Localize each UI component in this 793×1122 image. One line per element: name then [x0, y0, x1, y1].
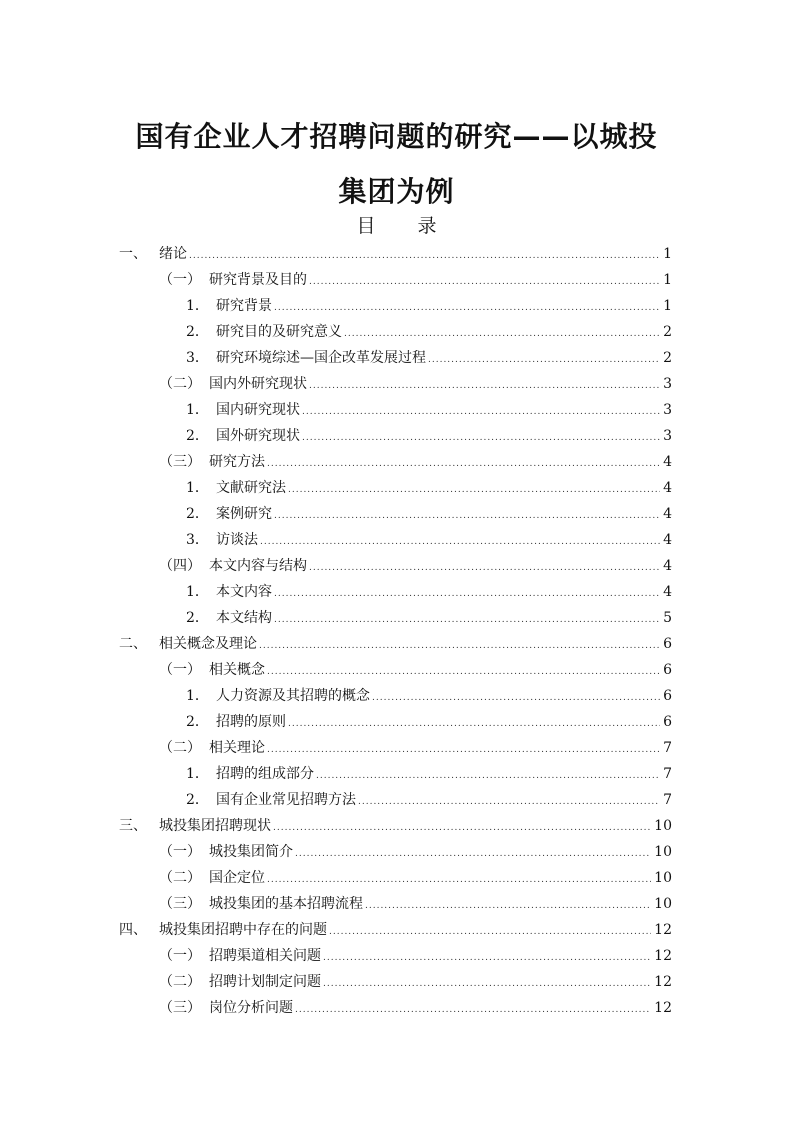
- toc-entry-title: 城投集团简介: [209, 844, 293, 860]
- toc-entry-title: 国有企业常见招聘方法: [216, 792, 356, 808]
- toc-dot-leader: [365, 891, 651, 917]
- toc-page-number: 4: [663, 454, 672, 470]
- toc-entry[interactable]: [0, 527, 793, 553]
- toc-entry-title: 招聘计划制定问题: [209, 974, 321, 990]
- toc-entry-number: 1．: [186, 766, 209, 782]
- toc-entry-title: 相关理论: [209, 740, 265, 756]
- toc-entry-title: 访谈法: [216, 532, 258, 548]
- toc-entry[interactable]: [0, 579, 793, 605]
- toc-entry-title: 案例研究: [216, 506, 272, 522]
- toc-entry[interactable]: [0, 267, 793, 293]
- toc-entry-number: 二、: [119, 636, 147, 652]
- toc-dot-leader: [302, 397, 660, 423]
- toc-entry-number: 一、: [119, 246, 147, 262]
- toc-page-number: 10: [654, 870, 672, 886]
- toc-entry-title: 相关概念: [209, 662, 265, 678]
- toc-entry-number: 1．: [186, 688, 209, 704]
- document-title-line-1: 国有企业人才招聘问题的研究——以城投: [135, 119, 658, 153]
- toc-dot-leader: [274, 293, 660, 319]
- toc-page-number: 1: [663, 246, 672, 262]
- toc-entry-number: （一）: [159, 662, 201, 678]
- toc-entry[interactable]: [0, 943, 793, 969]
- toc-entry-number: 2．: [186, 428, 209, 444]
- toc-entry-title: 文献研究法: [216, 480, 286, 496]
- toc-entry-title: 绪论: [159, 246, 187, 262]
- toc-page-number: 7: [663, 792, 672, 808]
- toc-page-number: 6: [663, 636, 672, 652]
- toc-entry[interactable]: [0, 917, 793, 943]
- toc-entry[interactable]: [0, 449, 793, 475]
- toc-entry-title: 研究目的及研究意义: [216, 324, 342, 340]
- toc-page-number: 6: [663, 662, 672, 678]
- toc-dot-leader: [323, 969, 651, 995]
- toc-entry-number: 2．: [186, 610, 209, 626]
- toc-entry-number: （三）: [159, 896, 201, 912]
- toc-entry[interactable]: [0, 501, 793, 527]
- toc-entry-title: 城投集团招聘中存在的问题: [159, 922, 327, 938]
- toc-entry[interactable]: [0, 371, 793, 397]
- toc-entry-title: 本文结构: [216, 610, 272, 626]
- toc-dot-leader: [288, 475, 660, 501]
- toc-entry-number: 2．: [186, 792, 209, 808]
- toc-entry-number: 1．: [186, 298, 209, 314]
- toc-entry-number: 三、: [119, 818, 147, 834]
- toc-dot-leader: [329, 917, 651, 943]
- toc-page-number: 3: [663, 376, 672, 392]
- toc-entry-title: 研究方法: [209, 454, 265, 470]
- toc-dot-leader: [309, 553, 660, 579]
- toc-entry-title: 本文内容与结构: [209, 558, 307, 574]
- toc-entry[interactable]: [0, 787, 793, 813]
- toc-entry[interactable]: [0, 631, 793, 657]
- toc-dot-leader: [295, 839, 651, 865]
- toc-entry-number: 2．: [186, 324, 209, 340]
- toc-entry[interactable]: [0, 891, 793, 917]
- toc-page-number: 5: [663, 610, 672, 626]
- toc-page-number: 6: [663, 688, 672, 704]
- toc-entry[interactable]: [0, 605, 793, 631]
- toc-entry[interactable]: [0, 709, 793, 735]
- toc-page-number: 4: [663, 532, 672, 548]
- toc-entry-title: 城投集团的基本招聘流程: [209, 896, 363, 912]
- toc-entry-title: 国外研究现状: [216, 428, 300, 444]
- toc-entry-number: 四、: [119, 922, 147, 938]
- toc-entry[interactable]: [0, 839, 793, 865]
- toc-dot-leader: [273, 813, 651, 839]
- toc-entry-title: 招聘渠道相关问题: [209, 948, 321, 964]
- toc-page-number: 3: [663, 402, 672, 418]
- toc-dot-leader: [344, 319, 660, 345]
- toc-dot-leader: [274, 579, 660, 605]
- toc-entry-number: （二）: [159, 974, 201, 990]
- toc-entry[interactable]: [0, 475, 793, 501]
- toc-dot-leader: [302, 423, 660, 449]
- toc-entry-title: 研究环境综述—国企改革发展过程: [216, 350, 426, 366]
- toc-entry-title: 国内外研究现状: [209, 376, 307, 392]
- toc-heading: 目 录: [356, 215, 455, 237]
- document-title-line-2: 集团为例: [338, 174, 455, 208]
- toc-entry-number: 1．: [186, 402, 209, 418]
- toc-page-number: 10: [654, 896, 672, 912]
- toc-dot-leader: [323, 943, 651, 969]
- toc-dot-leader: [259, 631, 660, 657]
- toc-page-number: 12: [654, 974, 672, 990]
- toc-entry[interactable]: [0, 995, 793, 1021]
- toc-dot-leader: [316, 761, 660, 787]
- toc-entry[interactable]: [0, 345, 793, 371]
- toc-entry[interactable]: [0, 813, 793, 839]
- toc-entry[interactable]: [0, 761, 793, 787]
- toc-dot-leader: [372, 683, 660, 709]
- toc-dot-leader: [274, 605, 660, 631]
- toc-entry-number: 2．: [186, 506, 209, 522]
- toc-entry[interactable]: [0, 969, 793, 995]
- toc-dot-leader: [309, 267, 660, 293]
- toc-entry[interactable]: [0, 865, 793, 891]
- toc-entry[interactable]: [0, 735, 793, 761]
- toc-page-number: 3: [663, 428, 672, 444]
- toc-entry-number: （三）: [159, 454, 201, 470]
- toc-entry-title: 招聘的原则: [216, 714, 286, 730]
- toc-entry[interactable]: [0, 423, 793, 449]
- toc-dot-leader: [288, 709, 660, 735]
- toc-page-number: 4: [663, 506, 672, 522]
- toc-entry-number: （四）: [159, 558, 201, 574]
- toc-entry-title: 国内研究现状: [216, 402, 300, 418]
- toc-entry[interactable]: [0, 657, 793, 683]
- toc-dot-leader: [274, 501, 660, 527]
- toc-page-number: 1: [663, 298, 672, 314]
- toc-entry-number: 3．: [186, 350, 209, 366]
- toc-page-number: 10: [654, 818, 672, 834]
- toc-dot-leader: [267, 865, 651, 891]
- toc-entry-title: 岗位分析问题: [209, 1000, 293, 1016]
- toc-dot-leader: [309, 371, 660, 397]
- toc-entry-number: （三）: [159, 1000, 201, 1016]
- toc-entry-number: 1．: [186, 480, 209, 496]
- toc-entry[interactable]: [0, 241, 793, 267]
- toc-entry-number: （一）: [159, 272, 201, 288]
- toc-page-number: 7: [663, 740, 672, 756]
- toc-entry[interactable]: [0, 397, 793, 423]
- toc-page-number: 10: [654, 844, 672, 860]
- toc-entry-title: 招聘的组成部分: [216, 766, 314, 782]
- toc-dot-leader: [295, 995, 651, 1021]
- toc-dot-leader: [267, 657, 660, 683]
- toc-dot-leader: [267, 735, 660, 761]
- toc-entry-title: 研究背景: [216, 298, 272, 314]
- toc-entry-number: （一）: [159, 948, 201, 964]
- toc-entry-title: 相关概念及理论: [159, 636, 257, 652]
- toc-entry[interactable]: [0, 319, 793, 345]
- toc-entry-number: 2．: [186, 714, 209, 730]
- toc-entry-number: （二）: [159, 870, 201, 886]
- toc-dot-leader: [260, 527, 660, 553]
- toc-entry-number: （二）: [159, 376, 201, 392]
- toc-dot-leader: [189, 241, 660, 267]
- toc-entry-number: 1．: [186, 584, 209, 600]
- toc-dot-leader: [358, 787, 660, 813]
- toc-entry[interactable]: [0, 683, 793, 709]
- toc-entry-title: 国企定位: [209, 870, 265, 886]
- toc-page-number: 2: [663, 324, 672, 340]
- toc-page-number: 12: [654, 1000, 672, 1016]
- toc-page-number: 4: [663, 584, 672, 600]
- toc-entry[interactable]: [0, 553, 793, 579]
- toc-dot-leader: [428, 345, 660, 371]
- toc-entry-title: 人力资源及其招聘的概念: [216, 688, 370, 704]
- toc-page-number: 12: [654, 922, 672, 938]
- toc-entry-number: （二）: [159, 740, 201, 756]
- toc-entry-title: 城投集团招聘现状: [159, 818, 271, 834]
- toc-page-number: 12: [654, 948, 672, 964]
- toc-entry[interactable]: [0, 293, 793, 319]
- toc-page-number: 4: [663, 558, 672, 574]
- toc-page-number: 1: [663, 272, 672, 288]
- toc-entry-title: 研究背景及目的: [209, 272, 307, 288]
- table-of-contents: [0, 241, 793, 1021]
- toc-page-number: 2: [663, 350, 672, 366]
- toc-entry-title: 本文内容: [216, 584, 272, 600]
- toc-dot-leader: [267, 449, 660, 475]
- toc-entry-number: 3．: [186, 532, 209, 548]
- toc-entry-number: （一）: [159, 844, 201, 860]
- toc-page-number: 7: [663, 766, 672, 782]
- toc-page-number: 6: [663, 714, 672, 730]
- toc-page-number: 4: [663, 480, 672, 496]
